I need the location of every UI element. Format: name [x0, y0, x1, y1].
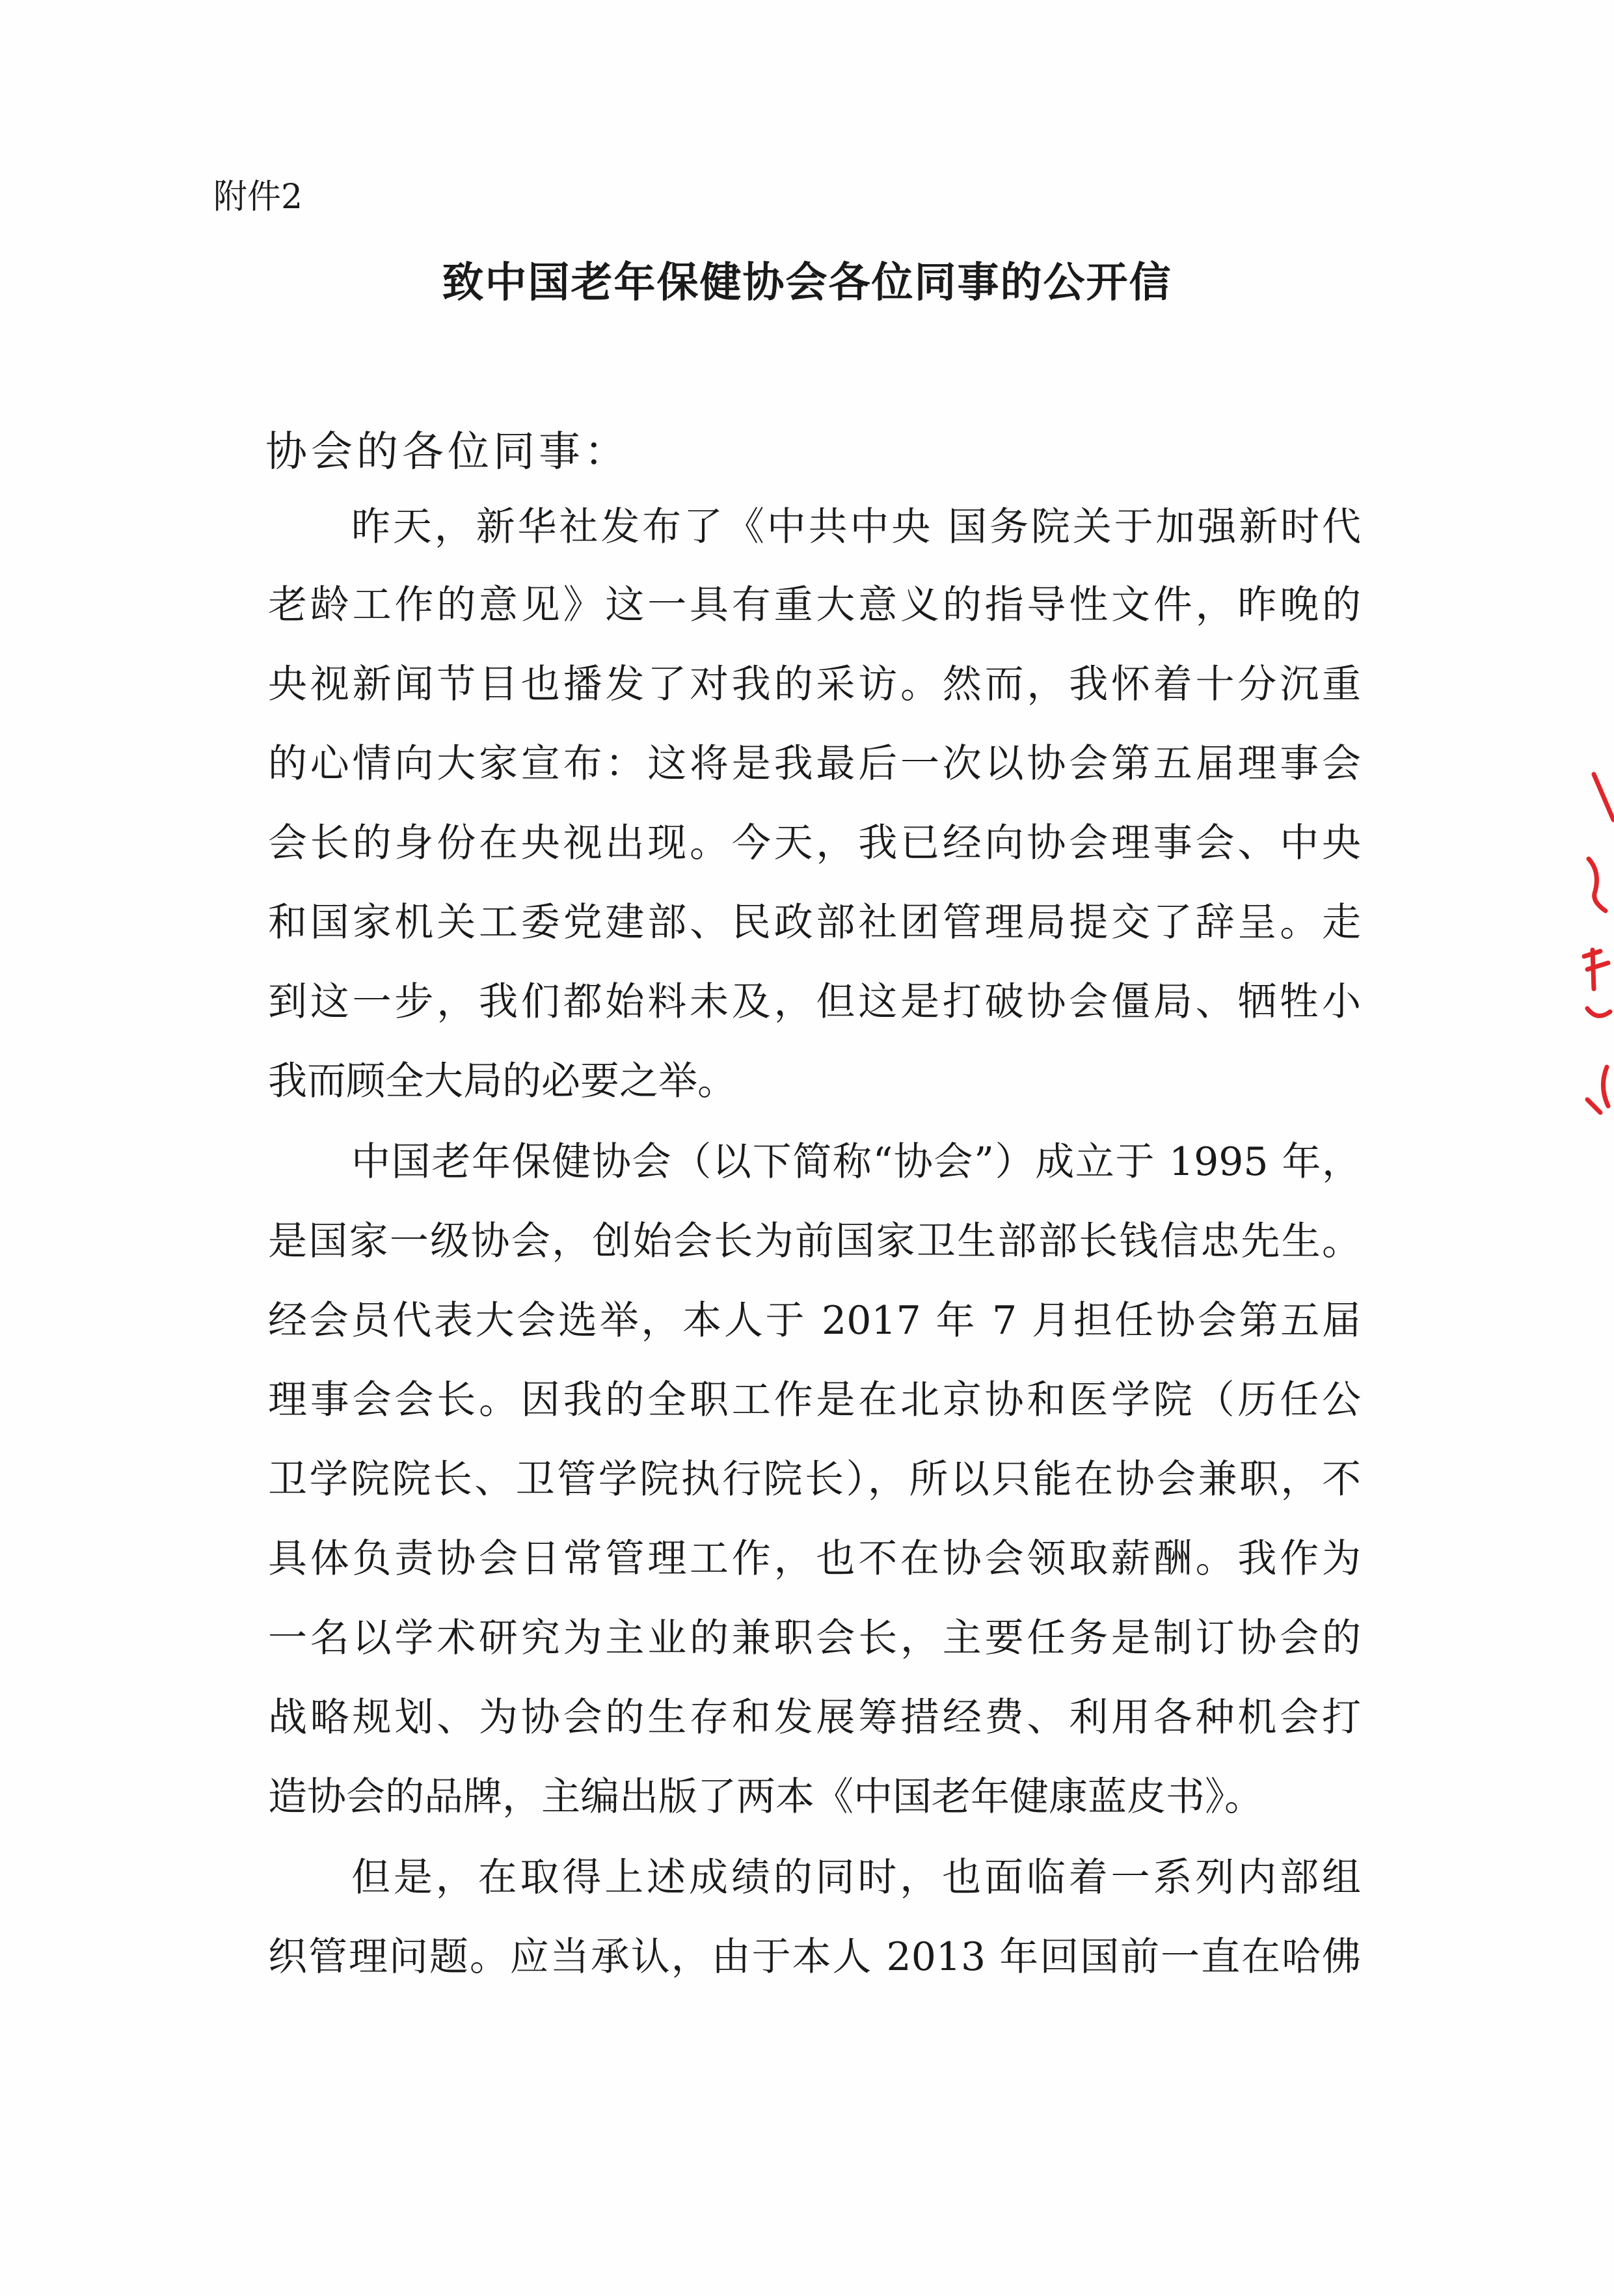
body-line: 到这一步，我们都始料未及，但这是打破协会僵局、牺牲小: [268, 979, 1361, 1025]
body-line: 织管理问题。应当承认，由于本人 2013 年回国前一直在哈佛: [268, 1934, 1361, 1980]
body-line: 经会员代表大会选举，本人于 2017 年 7 月担任协会第五届: [268, 1298, 1361, 1344]
body-line: 卫学院院长、卫管学院执行院长），所以只能在协会兼职，不: [268, 1457, 1361, 1502]
body-line: 造协会的品牌，主编出版了两本《中国老年健康蓝皮书》。: [268, 1774, 1263, 1820]
body-line: 央视新闻节目也播发了对我的采访。然而，我怀着十分沉重: [268, 662, 1361, 707]
body-line: 但是，在取得上述成绩的同时，也面临着一系列内部组: [351, 1855, 1361, 1900]
body-line: 会长的身份在央视出现。今天，我已经向协会理事会、中央: [268, 820, 1361, 866]
body-line: 具体负责协会日常管理工作，也不在协会领取薪酬。我作为: [268, 1536, 1361, 1582]
body-line: 一名以学术研究为主业的兼职会长，主要任务是制订协会的: [268, 1615, 1361, 1661]
body-line: 战略规划、为协会的生存和发展筹措经费、利用各种机会打: [268, 1695, 1361, 1740]
body-line: 我而顾全大局的必要之举。: [268, 1059, 736, 1104]
body-line: 的心情向大家宣布：这将是我最后一次以协会第五届理事会: [268, 741, 1361, 787]
body-line: 老龄工作的意见》这一具有重大意义的指导性文件，昨晚的: [268, 582, 1361, 628]
body-line: 中国老年保健协会（以下简称“协会”）成立于 1995 年，: [351, 1139, 1361, 1185]
red-seal-fragment-icon: [1548, 761, 1614, 1126]
attachment-label: 附件2: [213, 178, 303, 217]
body-line: 理事会会长。因我的全职工作是在北京协和医学院（历任公: [268, 1377, 1361, 1423]
body-line: 和国家机关工委党建部、民政部社团管理局提交了辞呈。走: [268, 900, 1361, 945]
salutation: 协会的各位同事：: [265, 428, 630, 476]
body-line: 是国家一级协会，创始会长为前国家卫生部部长钱信忠先生。: [268, 1219, 1361, 1264]
body-line: 昨天，新华社发布了《中共中央 国务院关于加强新时代: [351, 504, 1361, 550]
page-title: 致中国老年保健协会各位同事的公开信: [442, 258, 1172, 307]
